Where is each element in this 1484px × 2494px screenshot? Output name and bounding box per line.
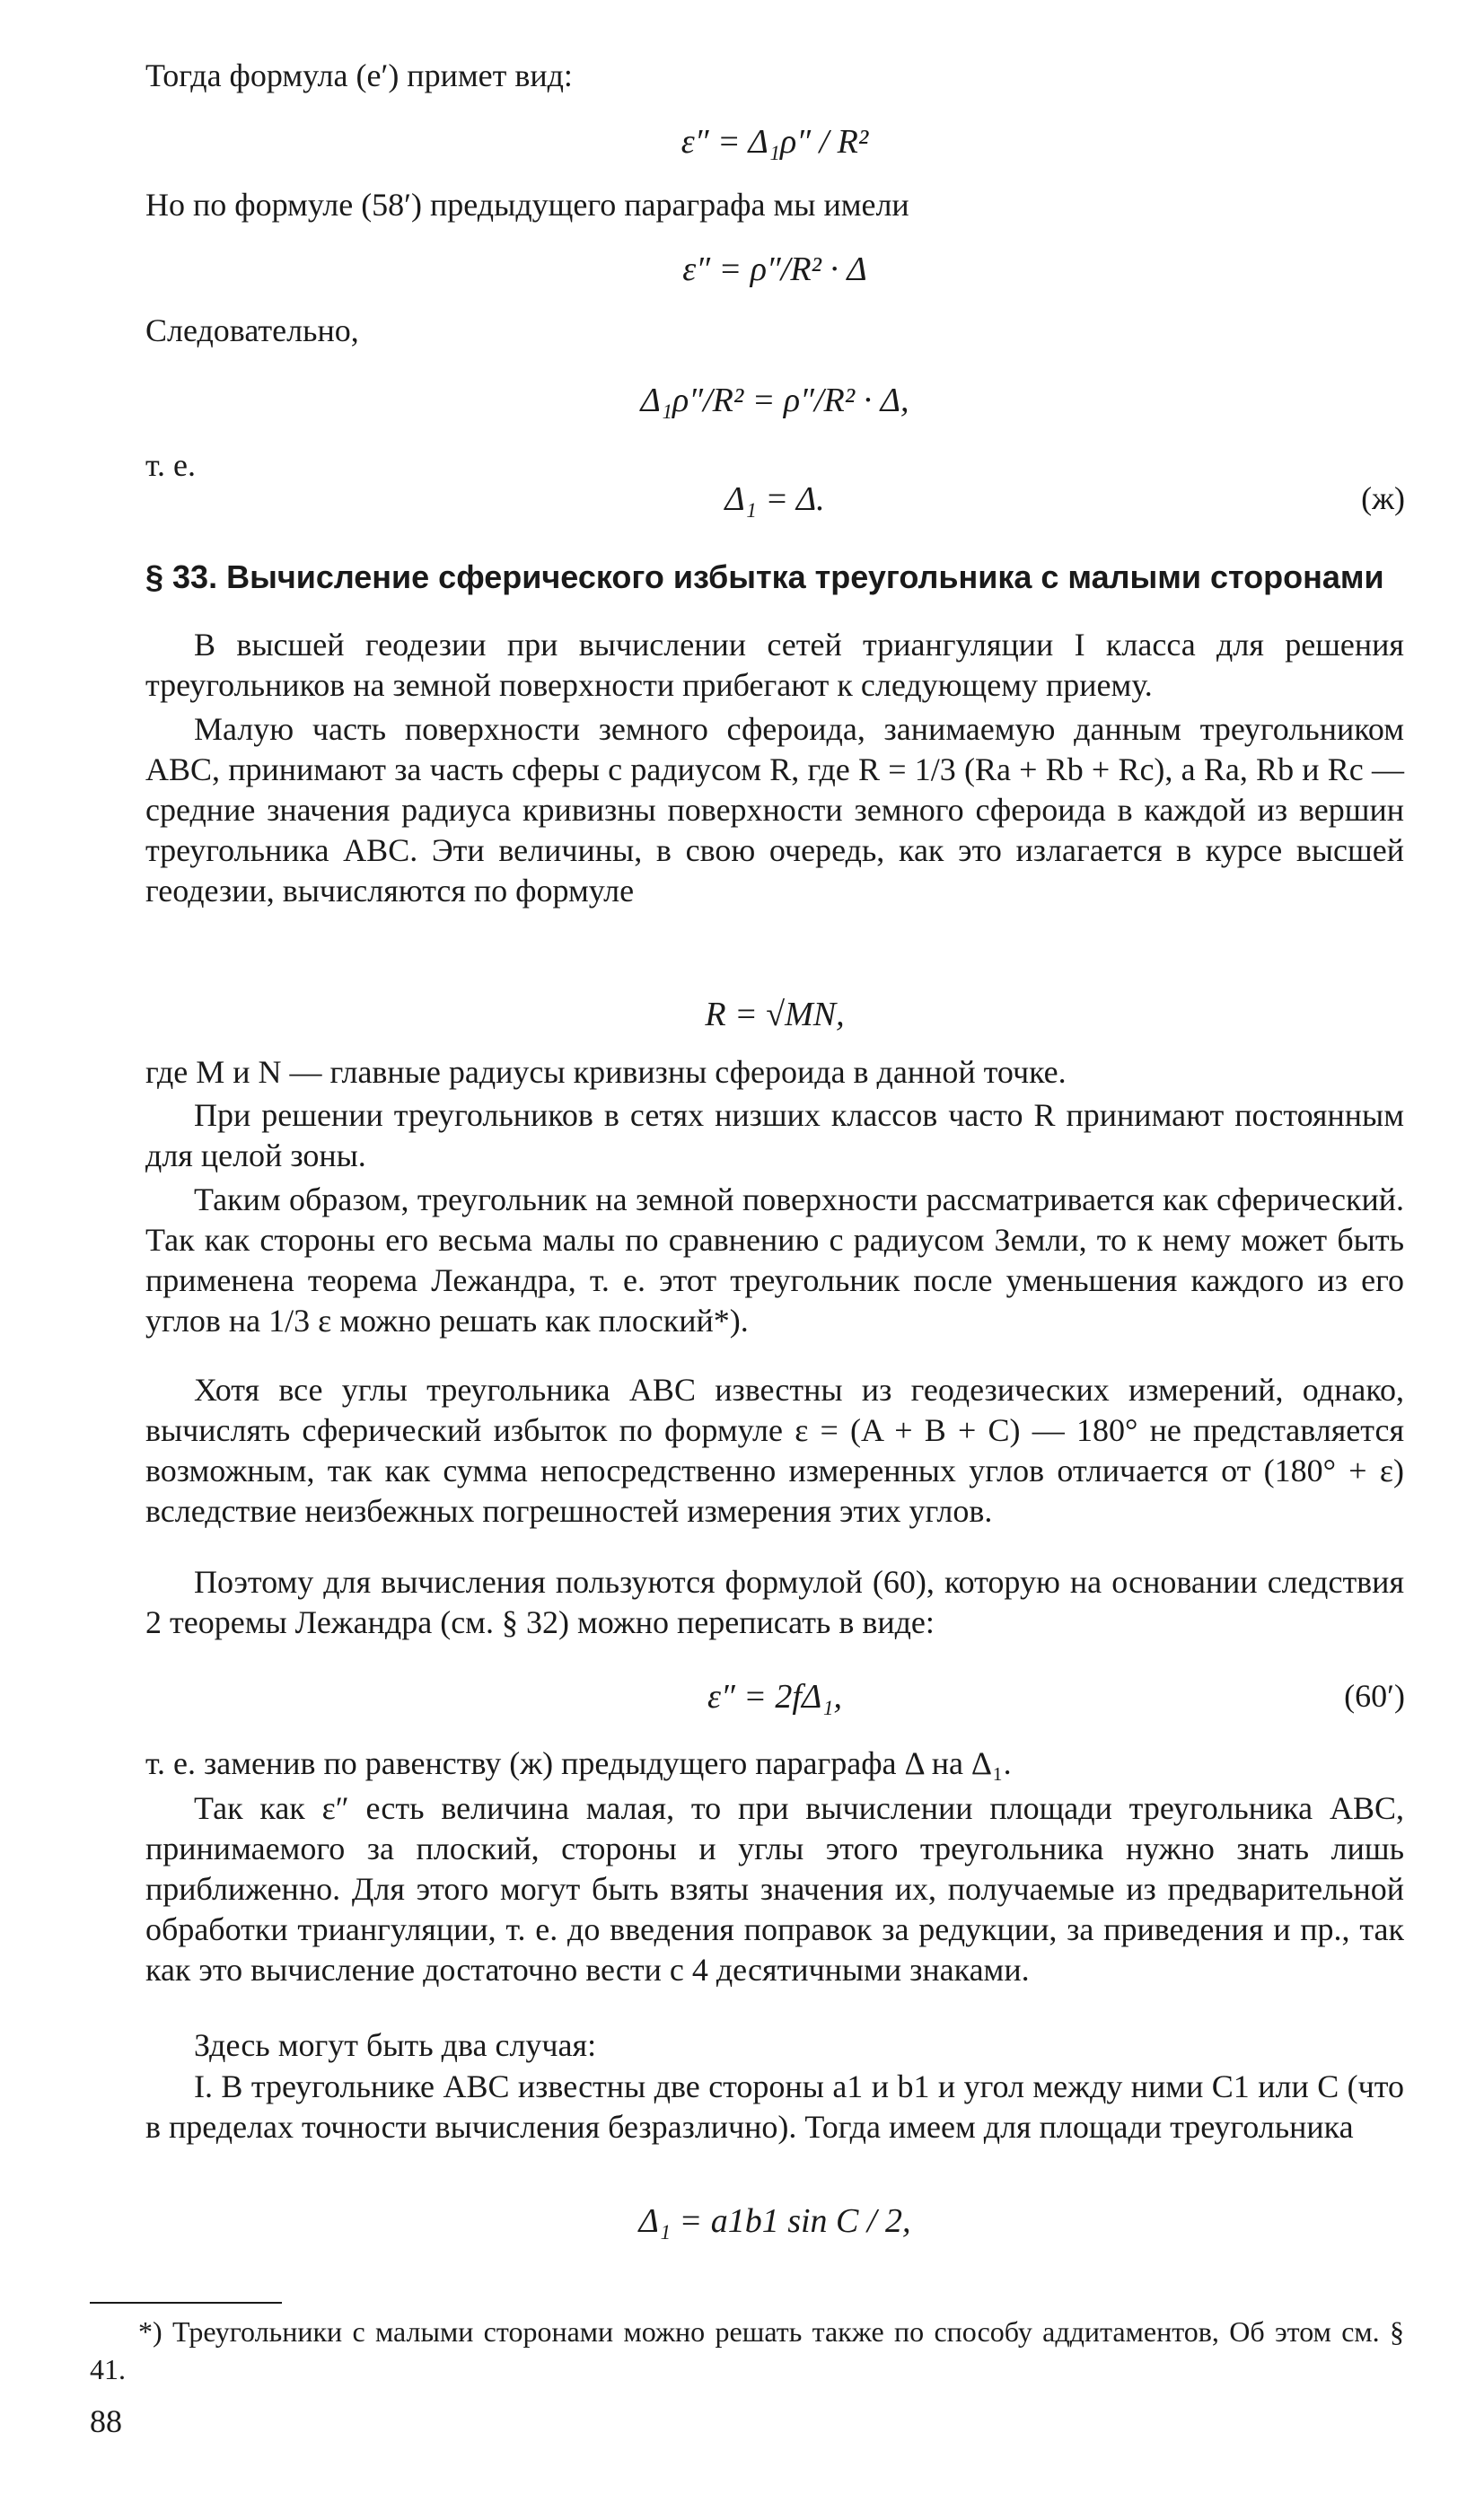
paragraph-ie: т. е. — [145, 447, 197, 483]
equation-2: ε″ = ρ″/R² · Δ — [682, 250, 867, 288]
equation-4-label: (ж) — [1361, 480, 1405, 516]
paragraph-2: Малую часть поверхности земного сфероида, занимаемую данным треугольником ABC, принимают за часть сферы с радиусом R, где R = 1/3 (Ra + Rb + Rc), а Ra, Rb и Rc — средние значения радиуса кривизны поверхности земного сфероида в каждой из вершин треугольника ABC. Эти величины, в свою очередь, как это излагается в курсе высшей геодезии, вычисляются по формуле — [145, 711, 1404, 909]
intro-line: Тогда формула (e′) примет вид: — [145, 57, 573, 93]
equation-4 — [145, 479, 1404, 519]
page-number: 88 — [90, 2403, 122, 2439]
paragraph-8: т. е. заменив по равенству (ж) предыдущего параграфа Δ на Δ₁. — [145, 1745, 1012, 1781]
footnote-rule — [90, 2302, 282, 2304]
paragraph-6: Хотя все углы треугольника ABC известны из геодезических измерений, однако, вычислять сферический избыток по формуле ε = (A + B + C) — 180° не представляется возможным, так как сумма непосредственно измеренных углов отличается от (180° + ε) вследствие неизбежных погрешностей измерения этих углов. — [145, 1372, 1404, 1529]
paragraph-1: В высшей геодезии при вычислении сетей триангуляции I класса для решения треугольников на земной поверхности прибегают к следующему приему. — [145, 627, 1404, 703]
equation-6: ε″ = 2fΔ₁, — [707, 1678, 842, 1716]
paragraph-10: Здесь могут быть два случая: — [194, 2027, 597, 2063]
equation-3: Δ₁ρ″/R² = ρ″/R² · Δ, — [640, 382, 909, 419]
equation-5: R = √MN, — [705, 996, 845, 1033]
equation-7: Δ₁ = a1b1 sin C / 2, — [638, 2202, 911, 2240]
paragraph-but: Но по формуле (58′) предыдущего параграфа мы имели — [145, 187, 909, 223]
equation-1: ε″ = Δ₁ρ″ / R² — [681, 123, 869, 161]
section-heading: § 33. Вычисление сферического избытка треугольника с малыми сторонами — [145, 558, 1384, 595]
paragraph-hence: Следовательно, — [145, 312, 359, 348]
paragraph-4: При решении треугольников в сетях низших классов часто R принимают постоянным для целой зоны. — [145, 1097, 1404, 1173]
footnote: *) Треугольники с малыми сторонами можно решать также по способу аддитаментов, Об этом см. § 41. — [90, 2315, 1404, 2385]
paragraph-9: Так как ε″ есть величина малая, то при вычислении площади треугольника ABC, принимаемого за плоский, стороны и углы этого треугольника нужно знать лишь приближенно. Для этого могут быть взяты значения их, получаемые из предварительной обработки триангуляции, т. е. до введения поправок за редукции, за приведения и пр., так как это вычисление достаточно вести с 4 десятичными знаками. — [145, 1790, 1404, 1988]
paragraph-3: где M и N — главные радиусы кривизны сфероида в данной точке. — [145, 1054, 1067, 1090]
paragraph-11: I. В треугольнике ABC известны две стороны a1 и b1 и угол между ними C1 или C (что в пределах точности вычисления безразлично). Тогда имеем для площади треугольника — [145, 2068, 1404, 2145]
equation-6-label: (60′) — [1344, 1678, 1405, 1714]
paragraph-5: Таким образом, треугольник на земной поверхности рассматривается как сферический. Так как стороны его весьма малы по сравнению с радиусом Земли, то к нему может быть применена теорема Лежандра, т. е. этот треугольник после уменьшения каждого из его углов на 1/3 ε можно решать как плоский*). — [145, 1181, 1404, 1339]
equation-4-body: Δ₁ = Δ. — [724, 480, 825, 518]
paragraph-7: Поэтому для вычисления пользуются формулой (60), которую на основании следствия 2 теоремы Лежандра (см. § 32) можно переписать в виде: — [145, 1564, 1404, 1640]
